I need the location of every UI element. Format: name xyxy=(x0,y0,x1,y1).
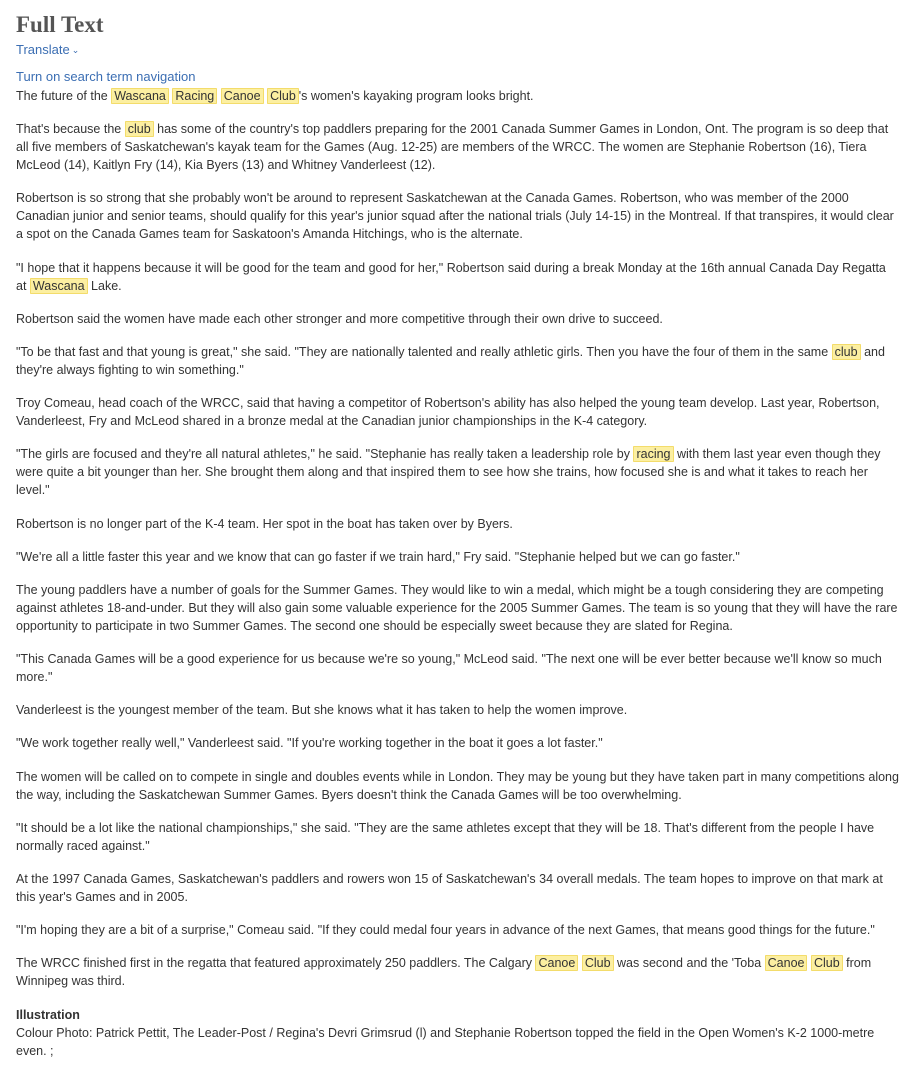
paragraph-text: Robertson is so strong that she probably won't be around to represent Saskatchewan at the Canada Games. Robertson, who was member of the 2000 Canadian junior and senior teams, should qualify for this year's junior squad after the national trials (July 14-15) in the Montreal. If that transpires, it would clear a spot on the Canada Games team for Saskatoon's Amanda Hitchings, who is the alternate. xyxy=(16,191,894,242)
paragraph-text: Troy Comeau, head coach of the WRCC, said that having a competitor of Robertson's ability has also helped the young team develop. Last year, Robertson, Vanderleest, Fry and McLeod shared in a bronze medal at the Canadian junior championships in the K-4 category. xyxy=(16,396,880,429)
article-paragraph xyxy=(16,394,899,430)
chevron-down-icon: ⌄ xyxy=(71,45,80,55)
article-paragraph xyxy=(16,343,899,379)
search-term-highlight: club xyxy=(832,344,861,360)
article-paragraph xyxy=(16,310,899,328)
article-paragraph xyxy=(16,650,899,686)
paragraph-text: That's because the xyxy=(16,122,125,137)
article-paragraph xyxy=(16,768,899,804)
article-paragraph xyxy=(16,870,899,906)
paragraph-text: "To be that fast and that young is great," she said. "They are nationally talented and really athletic girls. Then you have the four of them in the same xyxy=(16,344,832,359)
paragraph-text: Robertson is no longer part of the K-4 team. Her spot in the boat has taken over by Byers. xyxy=(16,516,513,531)
search-term-highlight: Canoe xyxy=(765,955,808,971)
paragraph-text: "We're all a little faster this year and we know that can go faster if we train hard," Fry said. "Stephanie helped but we can go faster." xyxy=(16,549,740,564)
article-body xyxy=(16,87,899,990)
paragraph-text: "I'm hoping they are a bit of a surprise," Comeau said. "If they could medal four years in advance of the next Games, that means good things for the future." xyxy=(16,923,875,938)
article-paragraph xyxy=(16,701,899,719)
page-title: Full Text xyxy=(16,12,104,37)
search-term-highlight: Club xyxy=(582,955,614,971)
article-paragraph xyxy=(16,189,899,243)
paragraph-text: was second and the 'Toba xyxy=(613,956,765,971)
paragraph-text: "This Canada Games will be a good experience for us because we're so young," McLeod said. "The next one will be ever better because we'll know so much more." xyxy=(16,652,882,685)
paragraph-text: "The girls are focused and they're all natural athletes," he said. "Stephanie has really taken a leadership role by xyxy=(16,447,634,462)
article-paragraph xyxy=(16,259,899,295)
article-paragraph xyxy=(16,445,899,499)
search-term-highlight: Racing xyxy=(172,88,217,104)
search-term-highlight: club xyxy=(125,121,154,137)
illustration-caption: Colour Photo: Patrick Pettit, The Leader-Post / Regina's Devri Grimsrud (l) and Stephanie Robertson topped the field in the Open Women's K-2 1000-metre even. ; xyxy=(16,1025,875,1058)
paragraph-text: Vanderleest is the youngest member of the team. But she knows what it has taken to help the women improve. xyxy=(16,703,628,718)
search-term-highlight: Wascana xyxy=(30,278,88,294)
paragraph-text: Lake. xyxy=(87,278,122,293)
article-paragraph xyxy=(16,581,899,635)
paragraph-text: and they're always fighting to win something." xyxy=(16,344,885,377)
paragraph-text: has some of the country's top paddlers preparing for the 2001 Canada Summer Games in London, Ont. The program is so deep that all five members of Saskatchewan's kayak team for the Games (Aug. 12-25) are members of the WRCC. The women are Stephanie Robertson (16), Tiera McLeod (14), Kaitlyn Fry (14), Kia Byers (13) and Whitney Vanderleest (12). xyxy=(16,122,889,173)
paragraph-text: The WRCC finished first in the regatta that featured approximately 250 paddlers. The Calgary xyxy=(16,956,536,971)
paragraph-text: At the 1997 Canada Games, Saskatchewan's paddlers and rowers won 15 of Saskatchewan's 34 overall medals. The team hopes to improve on that mark at this year's Games and in 2005. xyxy=(16,872,883,904)
paragraph-text: The young paddlers have a number of goals for the Summer Games. They would like to win a medal, which might be a tough considering they are competing against athletes 18-and-under. But they will also gain some valuable experience for the 2005 Summer Games. The team is so young that they will have the rare opportunity to participate in two Summer Games. The second one should be especially sweet because they are slated for Regina. xyxy=(16,582,898,633)
paragraph-text: "I hope that it happens because it will be good for the team and good for her," Robertson said during a break Monday at the 16th annual Canada Day Regatta at xyxy=(16,260,886,293)
translate-dropdown[interactable] xyxy=(16,42,79,58)
article-paragraph xyxy=(16,734,899,752)
article-paragraph xyxy=(16,515,899,533)
article-paragraph xyxy=(16,954,899,990)
search-term-highlight: Club xyxy=(811,955,843,971)
paragraph-text: with them last year even though they were quite a bit younger than her. She brought them along and that inspired them to see how she trains, how focused she is and what it takes to reach her level." xyxy=(16,447,881,498)
search-term-highlight: Canoe xyxy=(221,88,264,104)
paragraph-text: "It should be a lot like the national championships," she said. "They are the same athletes except that they will be 18. That's different from the people I have normally raced against." xyxy=(16,820,875,853)
paragraph-text: 's women's kayaking program looks bright. xyxy=(298,89,534,103)
search-term-highlight: Club xyxy=(267,88,299,104)
paragraph-text: The women will be called on to compete in single and doubles events while in London. They may be young but they have taken part in many competitions along the way, including the Saskatchewan Summer Games. Byers doesn't think the Canada Games will be too overwhelming. xyxy=(16,769,899,802)
search-term-highlight: Wascana xyxy=(111,88,169,104)
article-paragraph xyxy=(16,819,899,855)
translate-label: Translate xyxy=(16,42,70,57)
article-paragraph xyxy=(16,921,899,939)
article-paragraph xyxy=(16,120,899,174)
illustration-heading: Illustration xyxy=(16,1007,80,1022)
article-paragraph xyxy=(16,87,899,105)
paragraph-text: Robertson said the women have made each other stronger and more competitive through their own drive to succeed. xyxy=(16,311,663,326)
article-paragraph xyxy=(16,548,899,566)
paragraph-text: from Winnipeg was third. xyxy=(16,956,872,989)
search-term-highlight: Canoe xyxy=(535,955,578,971)
search-term-navigation-link[interactable]: Turn on search term navigation xyxy=(16,69,196,84)
search-term-highlight: racing xyxy=(633,446,673,462)
paragraph-text: The future of the xyxy=(16,89,112,103)
paragraph-text: "We work together really well," Vanderleest said. "If you're working together in the boat it goes a lot faster." xyxy=(16,736,603,751)
